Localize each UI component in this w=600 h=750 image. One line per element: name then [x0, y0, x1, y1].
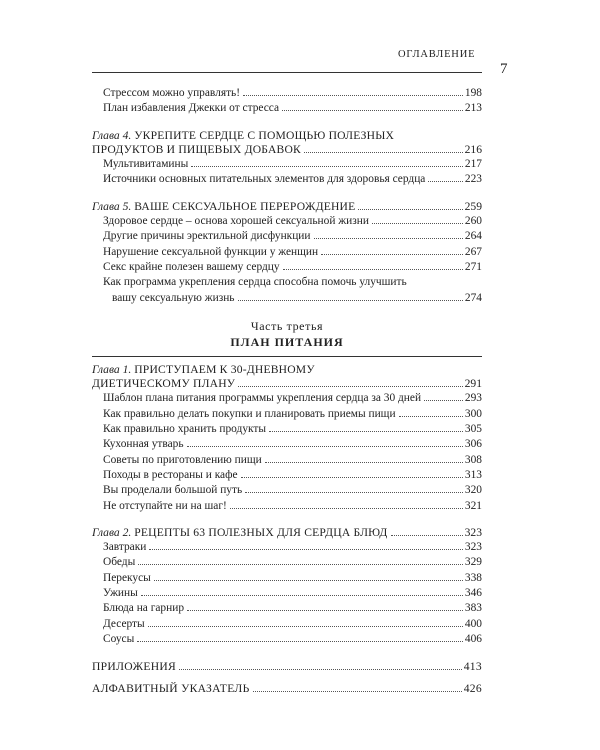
chapter-title: ДИЕТИЧЕСКОМУ ПЛАНУ — [92, 377, 236, 391]
dot-leader — [265, 462, 463, 463]
toc-entry-page: 329 — [464, 556, 482, 569]
dot-leader — [191, 166, 463, 167]
dot-leader — [428, 181, 463, 182]
toc-entry-title: Блюда на гарнир — [103, 602, 185, 615]
toc-entry-page: 271 — [464, 260, 482, 273]
toc-entry-title: Походы в рестораны и кафе — [103, 468, 238, 481]
toc-entry-title: Десерты — [103, 617, 145, 630]
toc-entry-title: Другие причины эректильной дисфункции — [103, 230, 311, 243]
chapter-label: Глава 1. — [92, 362, 132, 376]
part3-chapter-1-heading-line2 — [92, 377, 482, 391]
toc-entry-title: Перекусы — [103, 571, 151, 584]
toc-entry — [92, 555, 482, 570]
toc-entry-page: 213 — [464, 102, 482, 115]
toc-entry-page: 217 — [464, 158, 482, 171]
dot-leader — [137, 641, 463, 642]
chapter-title: ПРИСТУПАЕМ К 30-ДНЕВНОМУ — [134, 362, 315, 376]
toc-entry — [92, 422, 482, 437]
toc-entry-title: Шаблон плана питания программы укрепления сердца за 30 дней — [103, 392, 422, 405]
header-rule — [92, 72, 482, 73]
toc-entry-page: 293 — [464, 392, 482, 405]
dot-leader — [253, 691, 462, 692]
toc-entry-title: Секс крайне полезен вашему сердцу — [103, 260, 280, 273]
toc-entry-title: Не отступайте ни на шаг! — [103, 499, 227, 512]
dot-leader — [241, 477, 463, 478]
toc-entry — [92, 468, 482, 483]
toc-entry-title: Соусы — [103, 632, 135, 645]
toc-entry-page: 413 — [463, 660, 482, 674]
toc-entry-page: 321 — [464, 499, 482, 512]
chapter-label: Глава 2. — [92, 525, 132, 539]
chapter-title: УКРЕПИТЕ СЕРДЦЕ С ПОМОЩЬЮ ПОЛЕЗНЫХ — [134, 128, 395, 142]
toc-entry-page: 223 — [464, 173, 482, 186]
table-of-contents — [92, 86, 482, 696]
toc-entry-page: 306 — [464, 438, 482, 451]
toc-entry — [92, 260, 482, 275]
chapter-4-heading — [92, 129, 482, 143]
toc-entry-page: 267 — [464, 245, 482, 258]
toc-entry-title-line2: вашу сексуальную жизнь — [112, 291, 235, 304]
toc-entry-page: 300 — [464, 407, 482, 420]
part3-chapter-2-heading — [92, 526, 482, 540]
toc-entry-title: ПРИЛОЖЕНИЯ — [92, 660, 177, 674]
toc-entry-title: Кухонная утварь — [103, 438, 184, 451]
toc-entry — [92, 453, 482, 468]
toc-entry — [92, 601, 482, 616]
chapter-title: РЕЦЕПТЫ 63 ПОЛЕЗНЫХ ДЛЯ СЕРДЦА БЛЮД — [134, 525, 388, 539]
toc-entry-page: 383 — [464, 602, 482, 615]
dot-leader — [141, 595, 463, 596]
part-divider — [92, 356, 482, 357]
dot-leader — [138, 564, 463, 565]
dot-leader — [391, 535, 463, 536]
running-header: ОГЛАВЛЕНИЕ — [398, 49, 476, 60]
chapter-page: 259 — [464, 199, 482, 213]
dot-leader — [245, 492, 463, 493]
chapter-page: 216 — [464, 142, 482, 156]
toc-entry-title: Завтраки — [103, 541, 147, 554]
toc-entry — [92, 499, 482, 514]
toc-entry-page: 313 — [464, 468, 482, 481]
dot-leader — [372, 223, 463, 224]
toc-entry — [92, 214, 482, 229]
dot-leader — [399, 416, 463, 417]
toc-entry — [92, 291, 482, 306]
toc-entry — [92, 483, 482, 498]
chapter-4-heading-line2 — [92, 143, 482, 157]
dot-leader — [148, 626, 463, 627]
dot-leader — [230, 508, 463, 509]
toc-entry-title: Стрессом можно управлять! — [103, 87, 241, 99]
toc-entry-title: Нарушение сексуальной функции у женщин — [103, 245, 319, 258]
toc-entry-page: 338 — [464, 571, 482, 584]
chapter-title: ПРОДУКТОВ И ПИЩЕВЫХ ДОБАВОК — [92, 142, 301, 156]
toc-entry — [92, 632, 482, 647]
toc-entry — [92, 245, 482, 260]
part-label: Часть третья — [250, 318, 324, 333]
toc-entry-title-line1: Как программа укрепления сердца способна помочь улучшить — [103, 276, 407, 289]
dot-leader — [321, 254, 463, 255]
toc-entry-page: 400 — [464, 617, 482, 630]
chapter-label: Глава 5. — [92, 199, 132, 213]
toc-entry-title: Здоровое сердце – основа хорошей сексуальной жизни — [103, 215, 369, 228]
dot-leader — [314, 238, 463, 239]
chapter-title: ВАШЕ СЕКСУАЛЬНОЕ ПЕРЕРОЖДЕНИЕ — [134, 199, 356, 213]
dot-leader — [282, 110, 463, 111]
chapter-5-heading — [92, 200, 482, 214]
dot-leader — [424, 400, 463, 401]
toc-entry-page: 426 — [463, 681, 482, 695]
toc-entry-page: 346 — [464, 587, 482, 600]
toc-entry — [92, 229, 482, 244]
toc-entry — [92, 407, 482, 422]
toc-entry-title: Источники основных питательных элементов для здоровья сердца — [103, 173, 426, 186]
dot-leader — [187, 446, 463, 447]
toc-entry — [92, 571, 482, 586]
toc-entry-title: Как правильно делать покупки и планировать приемы пищи — [103, 407, 396, 420]
chapter-label: Глава 4. — [92, 128, 132, 142]
dot-leader — [238, 300, 463, 301]
toc-entry — [92, 157, 482, 172]
toc-entry — [92, 540, 482, 555]
dot-leader — [243, 95, 463, 96]
toc-entry-page: 406 — [464, 632, 482, 645]
toc-entry — [92, 617, 482, 632]
toc-entry-title: Ужины — [103, 587, 138, 600]
dot-leader — [304, 152, 463, 153]
toc-entry-title: План избавления Джекки от стресса — [103, 102, 280, 115]
part3-chapter-1-heading — [92, 363, 482, 377]
dot-leader — [358, 209, 462, 210]
toc-entry-page: 260 — [464, 215, 482, 228]
toc-entry — [92, 172, 482, 187]
toc-entry-page: 274 — [464, 291, 482, 304]
toc-entry-title: АЛФАВИТНЫЙ УКАЗАТЕЛЬ — [92, 681, 250, 695]
toc-entry-appendix — [92, 659, 482, 674]
dot-leader — [179, 669, 462, 670]
chapter-page: 323 — [464, 525, 482, 539]
toc-entry-title: Советы по приготовлению пищи — [103, 453, 262, 466]
toc-entry-title: Обеды — [103, 556, 136, 569]
toc-entry-title: Как правильно хранить продукты — [103, 423, 267, 436]
dot-leader — [149, 549, 463, 550]
dot-leader — [283, 269, 463, 270]
toc-entry-page: 323 — [464, 541, 482, 554]
toc-entry — [92, 391, 482, 406]
toc-entry — [92, 437, 482, 452]
dot-leader — [187, 610, 463, 611]
dot-leader — [238, 386, 462, 387]
toc-entry-page: 305 — [464, 423, 482, 436]
toc-entry-page: 264 — [464, 230, 482, 243]
toc-entry — [92, 586, 482, 601]
dot-leader — [269, 431, 463, 432]
chapter-page: 291 — [464, 377, 482, 391]
page-number: 7 — [500, 61, 508, 77]
toc-entry-title: Мультивитамины — [103, 158, 189, 171]
toc-entry — [92, 86, 482, 101]
part-title: ПЛАН ПИТАНИЯ — [230, 334, 344, 349]
toc-entry-title: Вы проделали большой путь — [103, 484, 243, 497]
toc-entry-page: 198 — [464, 87, 482, 99]
toc-entry-page: 308 — [464, 453, 482, 466]
toc-entry-index — [92, 681, 482, 696]
toc-entry — [92, 101, 482, 116]
toc-entry-page: 320 — [464, 484, 482, 497]
dot-leader — [154, 580, 463, 581]
